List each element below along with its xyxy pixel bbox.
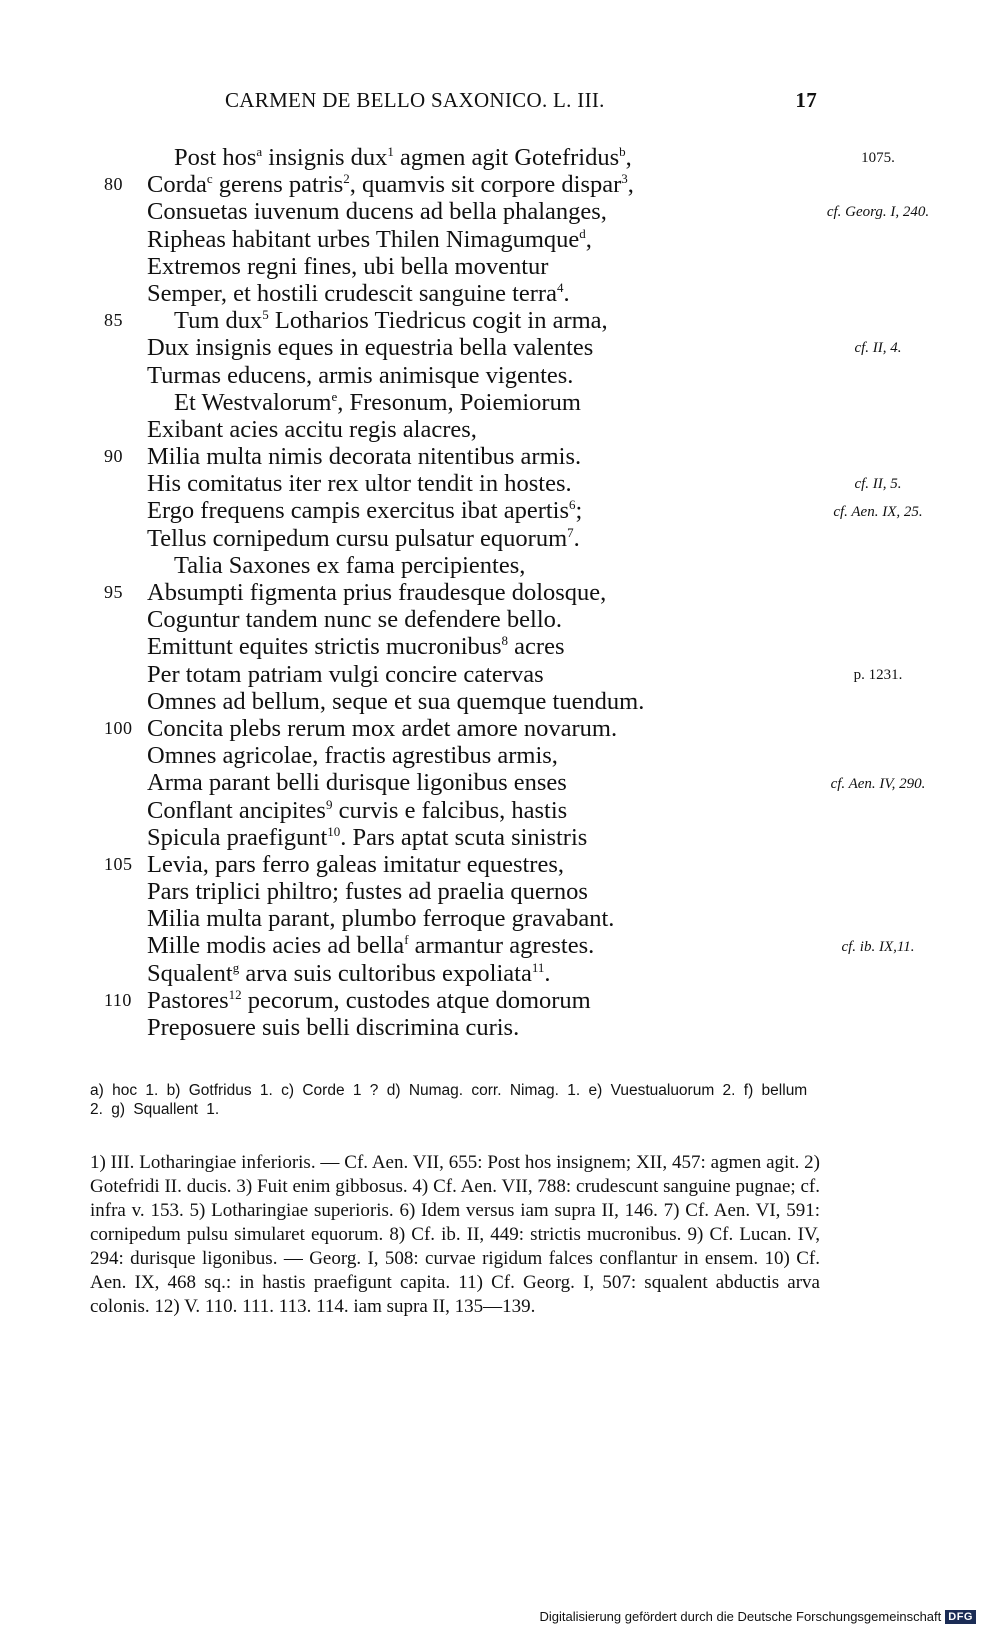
verse-text: Omnes agricolae, fractis agrestibus armis, — [147, 742, 558, 770]
margin-reference: cf. II, 4. — [854, 340, 902, 357]
footnote-marker: 10 — [327, 823, 341, 839]
verse-text: Ripheas habitant urbes Thilen Nimagumque$^d$, — [147, 225, 592, 253]
verse-line — [80, 715, 980, 742]
verse-text: Pars triplici philtro; fustes ad praelia quernos — [147, 878, 588, 906]
footnote-marker: 4 — [556, 279, 564, 295]
footnote-marker: e — [331, 388, 338, 404]
verse-line — [80, 362, 980, 389]
running-head: CARMEN DE BELLO SAXONICO. L. III. — [225, 88, 605, 112]
verse-text: Extremos regni fines, ubi bella moventur — [147, 252, 549, 280]
verse-line — [80, 960, 980, 987]
verse-text: Absumpti figmenta prius fraudesque dolosque, — [147, 579, 607, 606]
verse-text: Post hos$^a$ insignis dux$^1$ agmen agit Gotefridus$^b$, — [174, 144, 632, 171]
verse-text: Tellus cornipedum cursu pulsatur equorum$^7$. — [147, 524, 580, 552]
footnote-marker: 7 — [567, 524, 574, 540]
line-number: 110 — [104, 989, 132, 1010]
line-number: 100 — [104, 717, 133, 738]
verse-text: Semper, et hostili crudescit sanguine terra$^4$. — [147, 279, 570, 307]
page-header — [225, 84, 817, 118]
dfg-logo-icon: DFG — [945, 1610, 976, 1624]
footnote-marker: 3 — [621, 171, 628, 187]
footnote-marker: a — [256, 144, 263, 159]
margin-reference: cf. II, 5. — [854, 476, 902, 493]
verse-text: Et Westvalorum$^e$, Fresonum, Poiemiorum — [174, 388, 581, 416]
line-number: 85 — [104, 310, 123, 331]
verse-line — [80, 307, 980, 334]
verse-line — [80, 742, 980, 769]
footnote-marker: b — [619, 144, 626, 159]
footnote-marker: c — [206, 171, 213, 187]
margin-reference: cf. Aen. IV, 290. — [830, 775, 926, 792]
poem-text — [80, 144, 980, 1041]
footnote-marker: 11 — [531, 959, 545, 975]
verse-line — [80, 579, 980, 606]
footnote-marker: f — [404, 932, 409, 948]
verse-text: Pastores$^{12}$ pecorum, custodes atque domorum — [147, 986, 591, 1014]
verse-line — [80, 824, 980, 851]
footnote-marker: 6 — [569, 497, 576, 513]
verse-line — [80, 171, 980, 198]
verse-line — [80, 606, 980, 633]
verse-line — [80, 253, 980, 280]
verse-text: Squalent$^g$ arva suis cultoribus expoliata$^{11}$. — [147, 959, 551, 987]
verse-line — [80, 552, 980, 579]
commentary-notes: 1) III. Lotharingiae inferioris. — Cf. Aen. VII, 655: Post hos insignem; XII, 457: agmen agit. 2) Gotefridi II. ducis. 3) Fuit enim gibbosus. 4) Cf. Aen. VII, 788: crudescunt sanguine pugnae; cf. infra v. 153. 5) Lotharingiae superioris. 6) Idem versus iam supra II, 146. 7) Cf. Aen. VI, 591: cornipedum pulsu simularet equorum. 8) Cf. ib. II, 449: strictis mucronibus. 9) Cf. Lucan. IV, 294: durisque ligonibus. — Georg. I, 508: curvae rigidum falces conflantur in ensem. 10) Cf. Aen. IX, 468 sq.: in hastis praefigunt capita. 11) Cf. Georg. I, 507: squalent abductis arva colonis. 12) V. 110. 111. 113. 114. iam supra II, 135—139. — [90, 1152, 820, 1317]
verse-text: Per totam patriam vulgi concire catervas — [147, 660, 544, 688]
verse-text: Exibant acies accitu regis alacres, — [147, 415, 477, 443]
footnote-marker: g — [232, 959, 240, 975]
verse-text: Milia multa parant, plumbo ferroque gravabant. — [147, 905, 615, 933]
verse-text: Coguntur tandem nunc se defendere bello. — [147, 606, 563, 634]
verse-text: Omnes ad bellum, seque et sua quemque tuendum. — [147, 687, 645, 715]
verse-line — [80, 389, 980, 416]
verse-line — [80, 851, 980, 878]
verse-text: Turmas educens, armis animisque vigentes. — [147, 361, 574, 389]
verse-text: His comitatus iter rex ultor tendit in hostes. — [147, 470, 572, 498]
verse-line — [80, 525, 980, 552]
footnote-marker: 2 — [343, 171, 350, 187]
footnote-marker: 12 — [228, 986, 242, 1002]
verse-line — [80, 443, 980, 470]
margin-reference: p. 1231. — [853, 666, 903, 683]
verse-text: Dux insignis eques in equestria bella valentes — [147, 334, 594, 362]
margin-reference: 1075. — [861, 150, 895, 166]
footnote-marker: 5 — [262, 307, 269, 323]
line-number: 105 — [104, 853, 133, 874]
margin-reference: cf. Georg. I, 240. — [826, 204, 930, 221]
verse-line — [80, 905, 980, 932]
verse-text: Preposuere suis belli discrimina curis. — [147, 1014, 520, 1041]
critical-apparatus: a) hoc 1. b) Gotfridus 1. c) Corde 1 ? d) Numag. corr. Nimag. 1. e) Vuestualuorum 2. f) bellum 2. g) Squallent 1. — [90, 1082, 808, 1118]
verse-line — [80, 797, 980, 824]
verse-text: Milia multa nimis decorata nitentibus armis. — [147, 443, 582, 471]
verse-text: Arma parant belli durisque ligonibus enses — [147, 769, 567, 797]
verse-line — [80, 987, 980, 1014]
verse-text: Talia Saxones ex fama percipientes, — [174, 551, 526, 579]
verse-line — [80, 633, 980, 660]
footnote-marker: d — [579, 225, 586, 241]
verse-text: Spicula praefigunt$^{10}$. Pars aptat scuta sinistris — [147, 823, 588, 851]
margin-reference: cf. Aen. IX, 25. — [833, 503, 923, 520]
verse-line — [80, 878, 980, 905]
verse-text: Conflant ancipites$^9$ curvis e falcibus, hastis — [147, 796, 568, 824]
footnote-marker: 8 — [501, 633, 509, 649]
verse-text: Ergo frequens campis exercitus ibat apertis$^6$; — [147, 497, 583, 525]
footnote-marker: 1 — [387, 144, 394, 159]
footnote-marker: 9 — [325, 796, 333, 812]
margin-reference: cf. ib. IX,11. — [841, 938, 915, 955]
verse-line — [80, 688, 980, 715]
line-number: 95 — [104, 582, 123, 602]
line-number: 80 — [104, 174, 123, 195]
verse-line — [80, 226, 980, 253]
credit-text: Digitalisierung gefördert durch die Deutsche Forschungsgemeinschaft — [539, 1609, 942, 1624]
line-number: 90 — [104, 446, 123, 467]
verse-line — [80, 1014, 980, 1041]
page-number: 17 — [795, 88, 817, 112]
verse-text: Emittunt equites strictis mucronibus$^8$ acres — [147, 633, 565, 661]
verse-text: Corda$^c$ gerens patris$^2$, quamvis sit corpore dispar$^3$, — [147, 171, 634, 199]
digitization-credit — [539, 1609, 976, 1624]
verse-text: Concita plebs rerum mox ardet amore novarum. — [147, 714, 618, 742]
verse-text: Consuetas iuvenum ducens ad bella phalanges, — [147, 198, 607, 226]
verse-line — [80, 416, 980, 443]
verse-line — [80, 280, 980, 307]
verse-text: Levia, pars ferro galeas imitatur equestres, — [147, 850, 565, 878]
verse-text: Tum dux$^5$ Lotharios Tiedricus cogit in arma, — [174, 307, 608, 335]
verse-text: Mille modis acies ad bella$^f$ armantur agrestes. — [147, 932, 595, 960]
